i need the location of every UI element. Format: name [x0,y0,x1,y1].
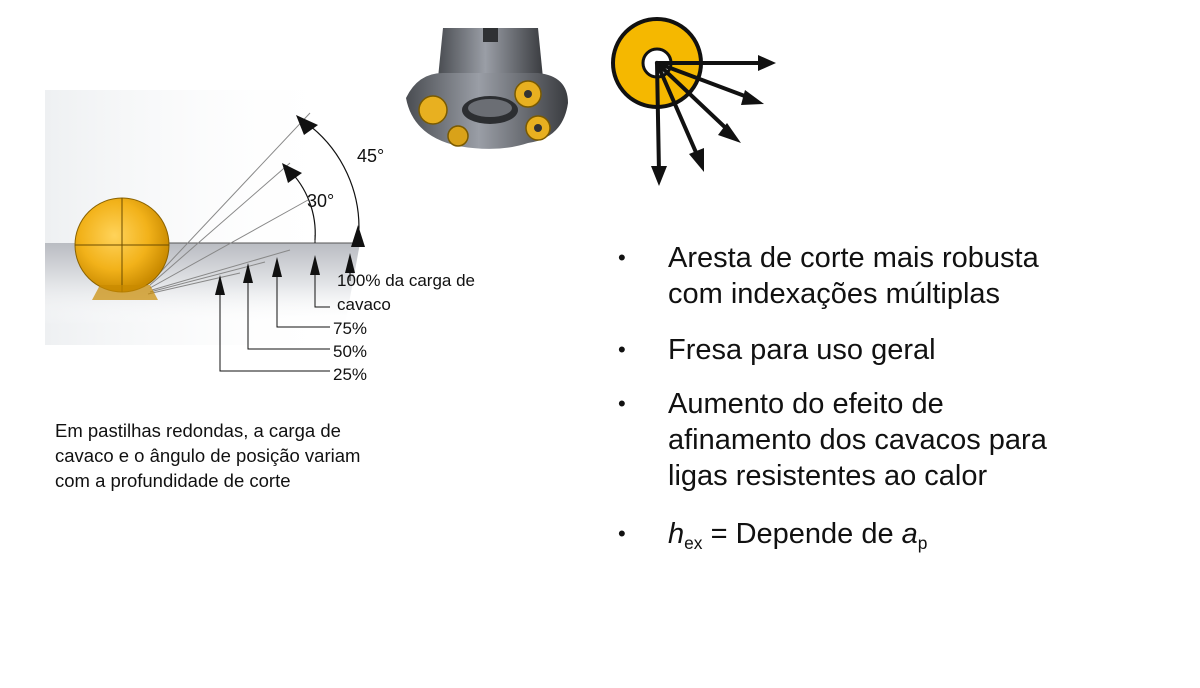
load-75-label: 75% [333,319,368,338]
bullet-marker: • [618,521,626,546]
diagram-caption [55,418,475,493]
load-100-label-line1: 100% da carga de [337,271,475,290]
load-50-label: 50% [333,342,368,361]
formula-middle-text: = Depende de [702,518,902,550]
bullet-marker: • [618,337,626,362]
bullet-item-hex-formula [618,516,1078,552]
bullet-item-general-use [618,332,1078,368]
round-insert-force-vector-icon [600,14,790,189]
caption-line1: Em pastilhas redondas, a carga de [55,420,341,441]
bullet-marker: • [618,391,626,416]
caption-line2: cavaco e o ângulo de posição variam [55,445,361,466]
feature-bullet-list [618,240,1078,552]
milling-cutter-image [398,18,578,158]
hex-formula [668,518,928,554]
bullet-text: Aresta de corte mais robusta com indexações múltiplas [668,242,1039,310]
load-100-label-line2: cavaco [337,295,391,314]
formula-a: a [901,518,918,550]
bullet-item-robust-edge [618,240,1078,312]
formula-h-subscript: ex [684,533,703,554]
angle-45-label: 45° [357,146,385,166]
formula-h: h [668,518,685,550]
bullet-text: Aumento do efeito de afinamento dos cavacos para ligas resistentes ao calor [668,388,1047,492]
bullet-marker: • [618,245,626,270]
angle-30-label: 30° [307,191,335,211]
bullet-text: Fresa para uso geral [668,334,936,366]
formula-a-subscript: p [917,533,928,554]
caption-line3: com a profundidade de corte [55,470,291,491]
bullet-item-chip-thinning [618,386,1078,494]
load-25-label: 25% [333,365,368,384]
